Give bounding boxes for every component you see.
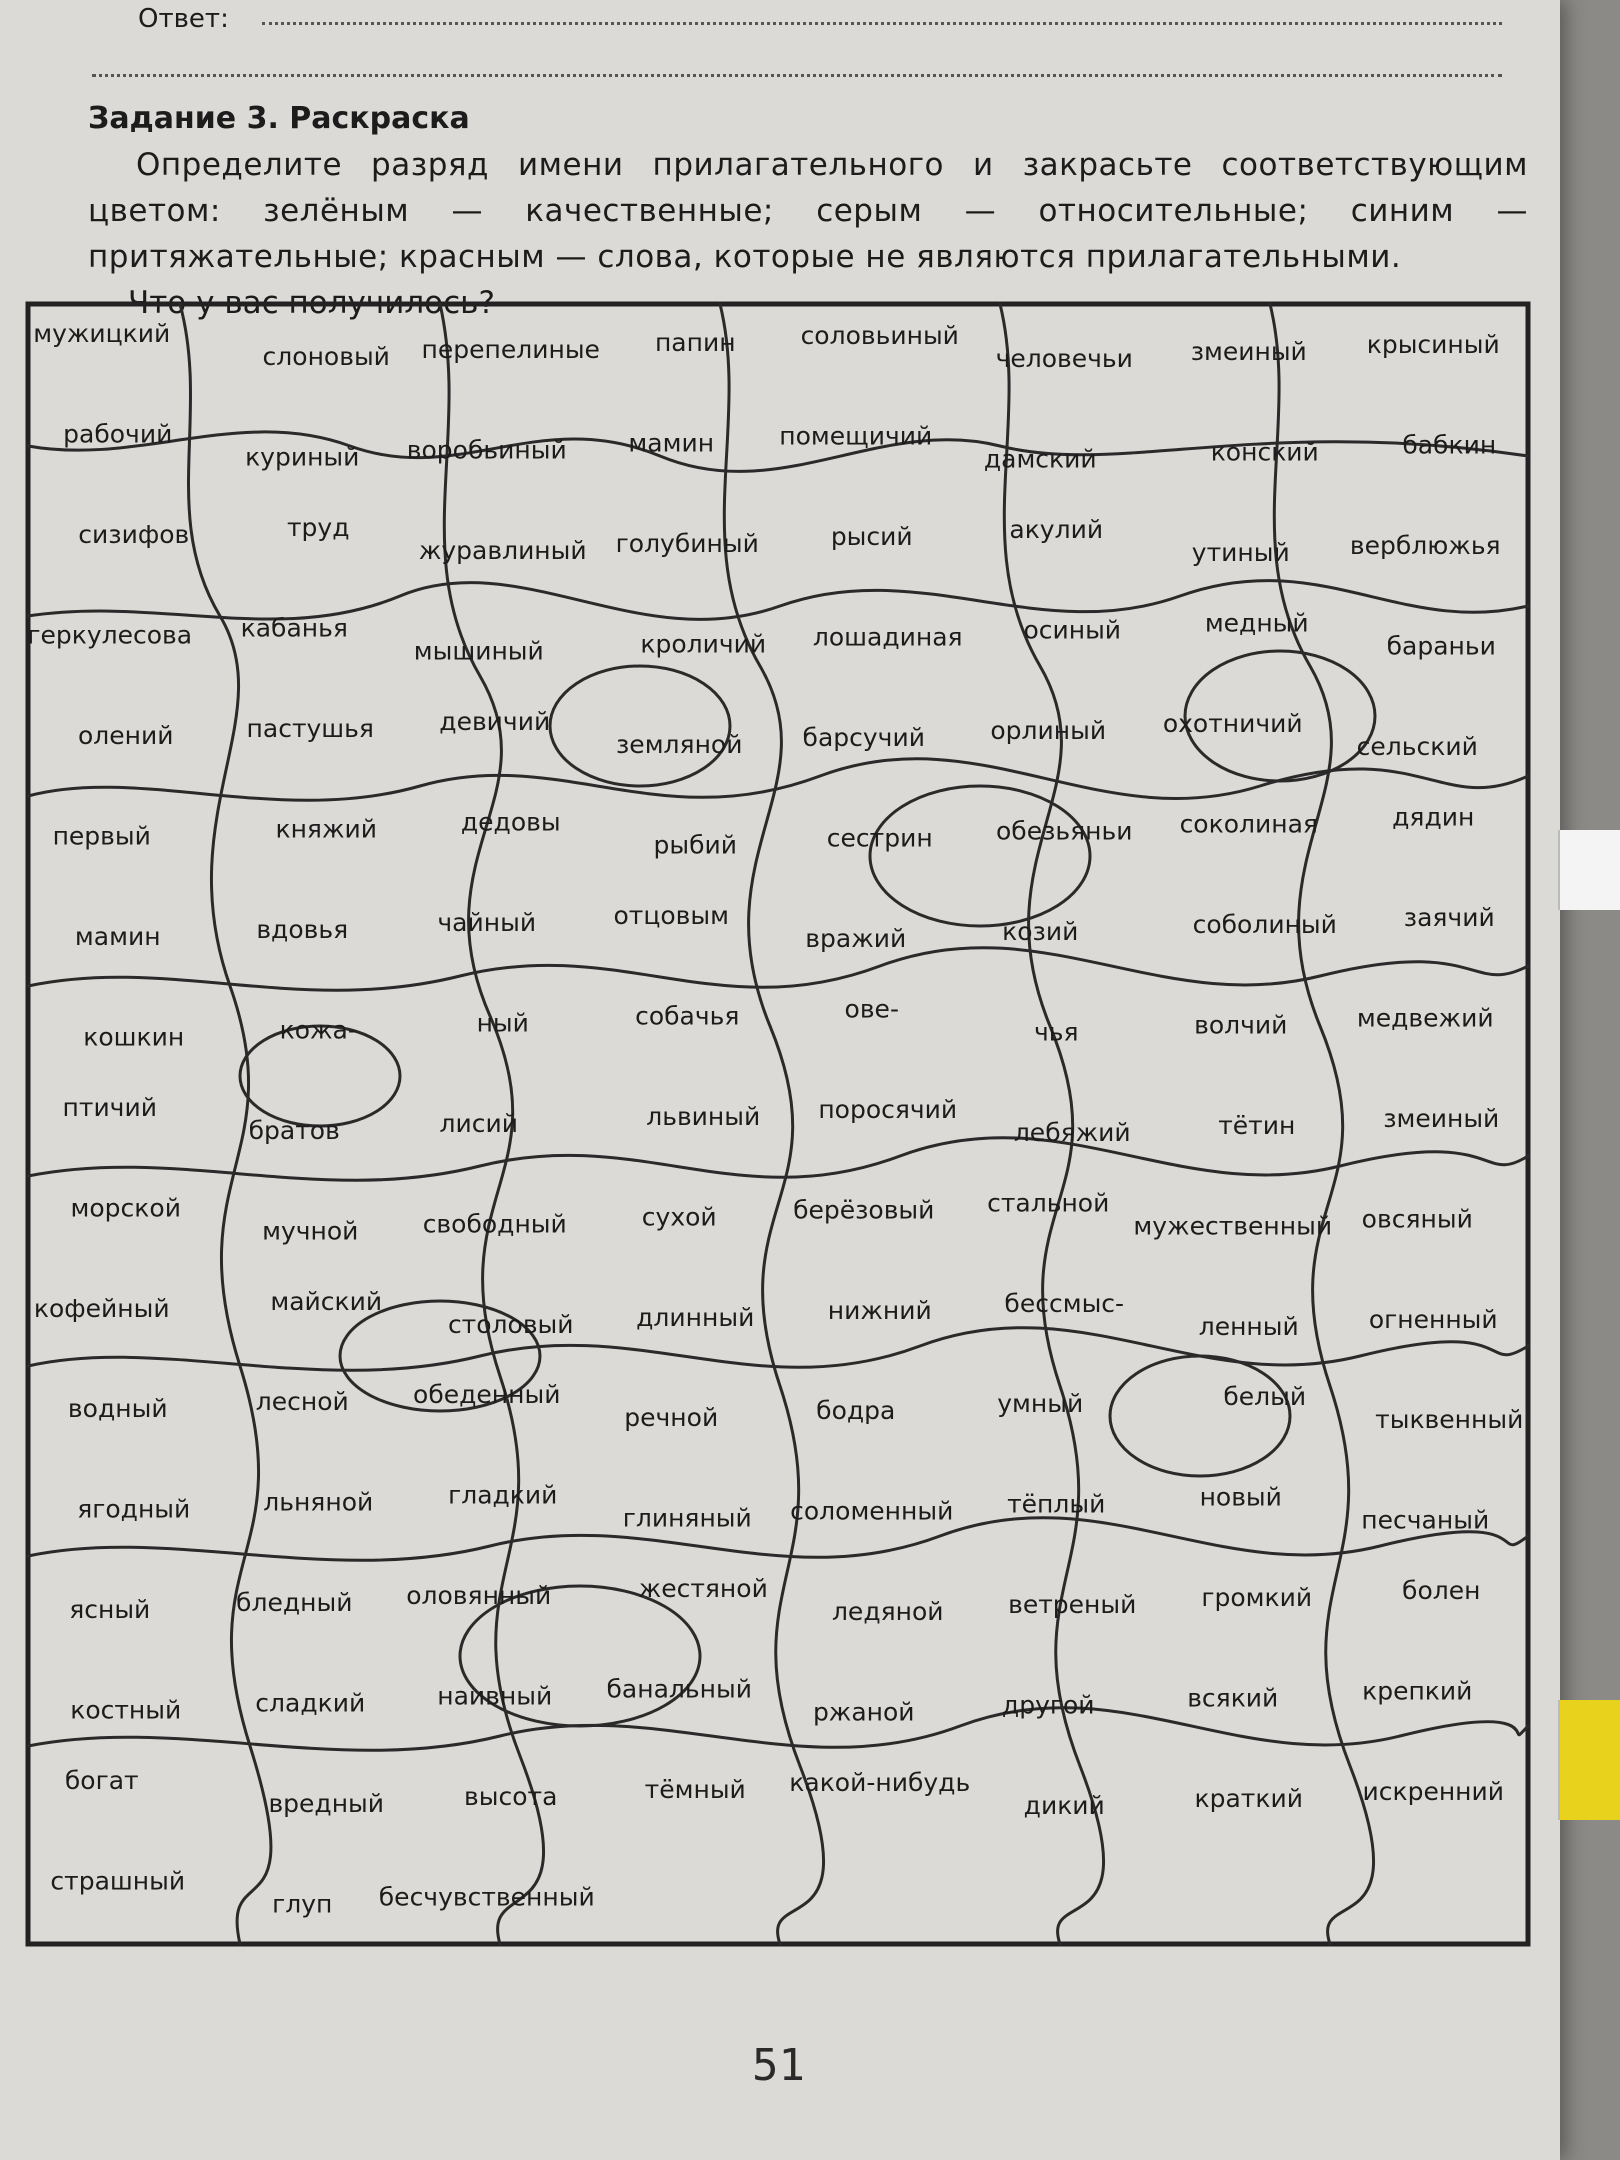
puzzle-word: лошадиная xyxy=(812,622,963,652)
puzzle-word: мужественный xyxy=(1133,1211,1333,1241)
puzzle-word: бодра xyxy=(816,1396,896,1426)
puzzle-word: девичий xyxy=(439,706,551,736)
puzzle-word: кофейный xyxy=(33,1293,170,1323)
puzzle-word: дамский xyxy=(983,444,1097,474)
puzzle-word: обеденный xyxy=(413,1380,561,1410)
puzzle-word: высота xyxy=(464,1782,558,1812)
puzzle-word: свободный xyxy=(422,1209,567,1239)
puzzle-word: обезьяньи xyxy=(996,816,1133,846)
puzzle-word: вредный xyxy=(268,1789,385,1819)
puzzle-word: соболиный xyxy=(1192,909,1337,939)
puzzle-word: слоновый xyxy=(262,342,390,372)
puzzle-word: бараньи xyxy=(1386,631,1496,661)
puzzle-word: сухой xyxy=(641,1202,717,1232)
puzzle-word: поросячий xyxy=(818,1094,958,1124)
puzzle-word: болен xyxy=(1402,1576,1481,1606)
puzzle-word: перепелиные xyxy=(421,335,600,365)
puzzle-word: охотничий xyxy=(1162,708,1303,738)
puzzle-word: ный xyxy=(476,1008,529,1038)
puzzle-word: столовый xyxy=(447,1309,574,1339)
puzzle-word: мужицкий xyxy=(33,319,171,349)
puzzle-word: дедовы xyxy=(460,807,561,837)
puzzle-word: бессмыс- xyxy=(1004,1288,1125,1318)
puzzle-word: рысий xyxy=(830,522,913,551)
puzzle-word: бабкин xyxy=(1402,430,1497,460)
puzzle-word: собачья xyxy=(635,1001,740,1031)
puzzle-word: геркулесова xyxy=(27,620,193,650)
puzzle-word: дикий xyxy=(1023,1791,1105,1821)
puzzle-word: журавлиный xyxy=(418,536,587,565)
puzzle-word: осиный xyxy=(1023,615,1122,645)
puzzle-word: чья xyxy=(1033,1017,1079,1047)
puzzle-word: ленный xyxy=(1198,1311,1299,1341)
puzzle-word: утиный xyxy=(1191,538,1290,567)
puzzle-word: льняной xyxy=(263,1487,374,1517)
puzzle-word: соловьиный xyxy=(800,321,959,351)
puzzle-word: водный xyxy=(67,1394,168,1424)
answer-line xyxy=(262,22,1502,25)
puzzle-word: соколиная xyxy=(1179,809,1318,839)
puzzle-word: козий xyxy=(1002,916,1079,946)
puzzle-word: песчаный xyxy=(1361,1505,1490,1535)
puzzle-word: умный xyxy=(997,1389,1084,1419)
puzzle-word: крепкий xyxy=(1362,1676,1473,1706)
puzzle-word: тёмный xyxy=(644,1775,746,1805)
puzzle-word: олений xyxy=(78,720,174,750)
puzzle-word: речной xyxy=(624,1403,719,1433)
puzzle-word: вдовья xyxy=(256,914,349,944)
puzzle-word: майский xyxy=(270,1286,383,1316)
puzzle-word: кожа- xyxy=(279,1015,357,1045)
puzzle-word: бесчувственный xyxy=(378,1882,595,1912)
puzzle-word: воробьиный xyxy=(406,435,567,465)
answer-label: Ответ: xyxy=(138,4,229,34)
puzzle-word: помещичий xyxy=(779,421,933,451)
puzzle-word: искренний xyxy=(1362,1777,1505,1807)
puzzle-word: братов xyxy=(248,1115,340,1145)
puzzle-word: львиный xyxy=(646,1101,761,1131)
puzzle-word: барсучий xyxy=(802,722,925,752)
puzzle-word: лесной xyxy=(255,1387,349,1417)
puzzle-word: медный xyxy=(1204,608,1309,638)
puzzle-word: какой-нибудь xyxy=(789,1768,971,1798)
puzzle-word: гладкий xyxy=(448,1480,558,1510)
puzzle-word: отцовым xyxy=(613,900,730,930)
puzzle-word: птичий xyxy=(62,1092,157,1122)
puzzle-word: громкий xyxy=(1201,1583,1313,1613)
puzzle-word: глуп xyxy=(272,1889,333,1919)
puzzle-word: княжий xyxy=(275,814,378,844)
puzzle-word: огненный xyxy=(1368,1304,1498,1334)
puzzle-word: бледный xyxy=(236,1588,353,1618)
puzzle-word: человечьи xyxy=(995,344,1133,374)
puzzle-word: кроличий xyxy=(640,629,767,659)
puzzle-word: змеиный xyxy=(1383,1103,1500,1133)
task-question: Что у вас получилось? xyxy=(128,285,495,321)
puzzle-word: куриный xyxy=(245,442,360,472)
puzzle-word: дядин xyxy=(1392,802,1475,832)
puzzle-word: костный xyxy=(70,1695,182,1725)
puzzle-word: тыквенный xyxy=(1375,1405,1524,1435)
puzzle-word: всякий xyxy=(1187,1683,1279,1713)
puzzle-word: рыбий xyxy=(653,830,738,860)
puzzle-word: труд xyxy=(286,513,350,542)
task-text: Определите разряд имени прилагательного и закрасьте соответствующим цветом: зелёным — качественные; серым — относительные; синим — притяжательные; красным — слова, которые не являются прилагательными. xyxy=(88,147,1528,275)
puzzle-word: голубиный xyxy=(615,529,759,558)
puzzle-word: оловянный xyxy=(406,1581,552,1611)
puzzle-word: рабочий xyxy=(63,419,173,449)
puzzle-word: сестрин xyxy=(826,823,933,853)
puzzle-word: овсяный xyxy=(1361,1204,1473,1234)
puzzle-word: наивный xyxy=(437,1681,553,1711)
puzzle-word: морской xyxy=(70,1193,181,1223)
puzzle-word: мамин xyxy=(74,921,161,951)
puzzle-word: лебяжий xyxy=(1013,1117,1131,1147)
puzzle-word: заячий xyxy=(1403,902,1495,932)
puzzle-word: ледяной xyxy=(831,1597,944,1627)
puzzle-map xyxy=(20,296,1540,1956)
puzzle-word: волчий xyxy=(1194,1010,1288,1040)
puzzle-word: ржаной xyxy=(812,1697,915,1727)
puzzle-word: белый xyxy=(1223,1382,1307,1412)
page-number: 51 xyxy=(752,2040,805,2091)
puzzle-word: тёплый xyxy=(1007,1489,1106,1519)
puzzle-word: акулий xyxy=(1009,515,1104,544)
task-block xyxy=(88,96,1528,326)
puzzle-word: краткий xyxy=(1194,1784,1303,1814)
puzzle-word: папин xyxy=(654,328,736,358)
puzzle-word: сизифов xyxy=(78,520,190,549)
puzzle-word: глиняный xyxy=(622,1503,752,1533)
puzzle-word: сладкий xyxy=(255,1688,366,1718)
puzzle-word: длинный xyxy=(636,1302,755,1332)
puzzle-word: стальной xyxy=(987,1188,1110,1218)
puzzle-word: пастушья xyxy=(246,713,374,743)
puzzle-word: богат xyxy=(64,1766,139,1796)
puzzle-word: верблюжья xyxy=(1349,531,1501,560)
puzzle-word: страшный xyxy=(50,1866,186,1896)
puzzle-word: нижний xyxy=(827,1295,932,1325)
puzzle-word: соломенный xyxy=(790,1496,954,1526)
puzzle-word: змеиный xyxy=(1190,337,1307,367)
puzzle-word: ветреный xyxy=(1008,1590,1137,1620)
puzzle-word: медвежий xyxy=(1356,1003,1494,1033)
puzzle-word: конский xyxy=(1210,437,1319,467)
puzzle-word: тётин xyxy=(1218,1110,1296,1140)
puzzle-word: ясный xyxy=(69,1595,151,1625)
answer-line xyxy=(92,74,1502,77)
puzzle-word: ове- xyxy=(844,994,899,1024)
task-title: Задание 3. Раскраска xyxy=(88,101,470,136)
puzzle-word: первый xyxy=(52,821,151,851)
paper-clip xyxy=(1558,1700,1620,1820)
puzzle-word: вражий xyxy=(805,923,907,953)
puzzle-word: лисий xyxy=(439,1108,518,1138)
puzzle-word: другой xyxy=(1001,1690,1095,1720)
puzzle-word: мышиный xyxy=(413,636,544,666)
puzzle-word: земляной xyxy=(616,729,743,759)
coloring-puzzle xyxy=(20,296,1540,1956)
puzzle-word: кошкин xyxy=(83,1022,185,1052)
puzzle-word: мамин xyxy=(628,428,715,458)
puzzle-word: банальный xyxy=(606,1674,752,1704)
puzzle-word: мучной xyxy=(262,1216,359,1246)
paper-clip xyxy=(1558,830,1620,910)
puzzle-word: чайный xyxy=(437,907,537,937)
puzzle-word: сельский xyxy=(1356,731,1478,761)
puzzle-word: крысиный xyxy=(1366,330,1500,360)
puzzle-word: кабанья xyxy=(240,613,348,643)
puzzle-word: ягодный xyxy=(77,1494,191,1524)
word-layer xyxy=(27,319,1523,1919)
puzzle-word: орлиный xyxy=(990,715,1107,745)
puzzle-word: новый xyxy=(1199,1482,1282,1512)
puzzle-word: жестяной xyxy=(638,1574,768,1604)
puzzle-word: берёзовый xyxy=(793,1195,935,1225)
